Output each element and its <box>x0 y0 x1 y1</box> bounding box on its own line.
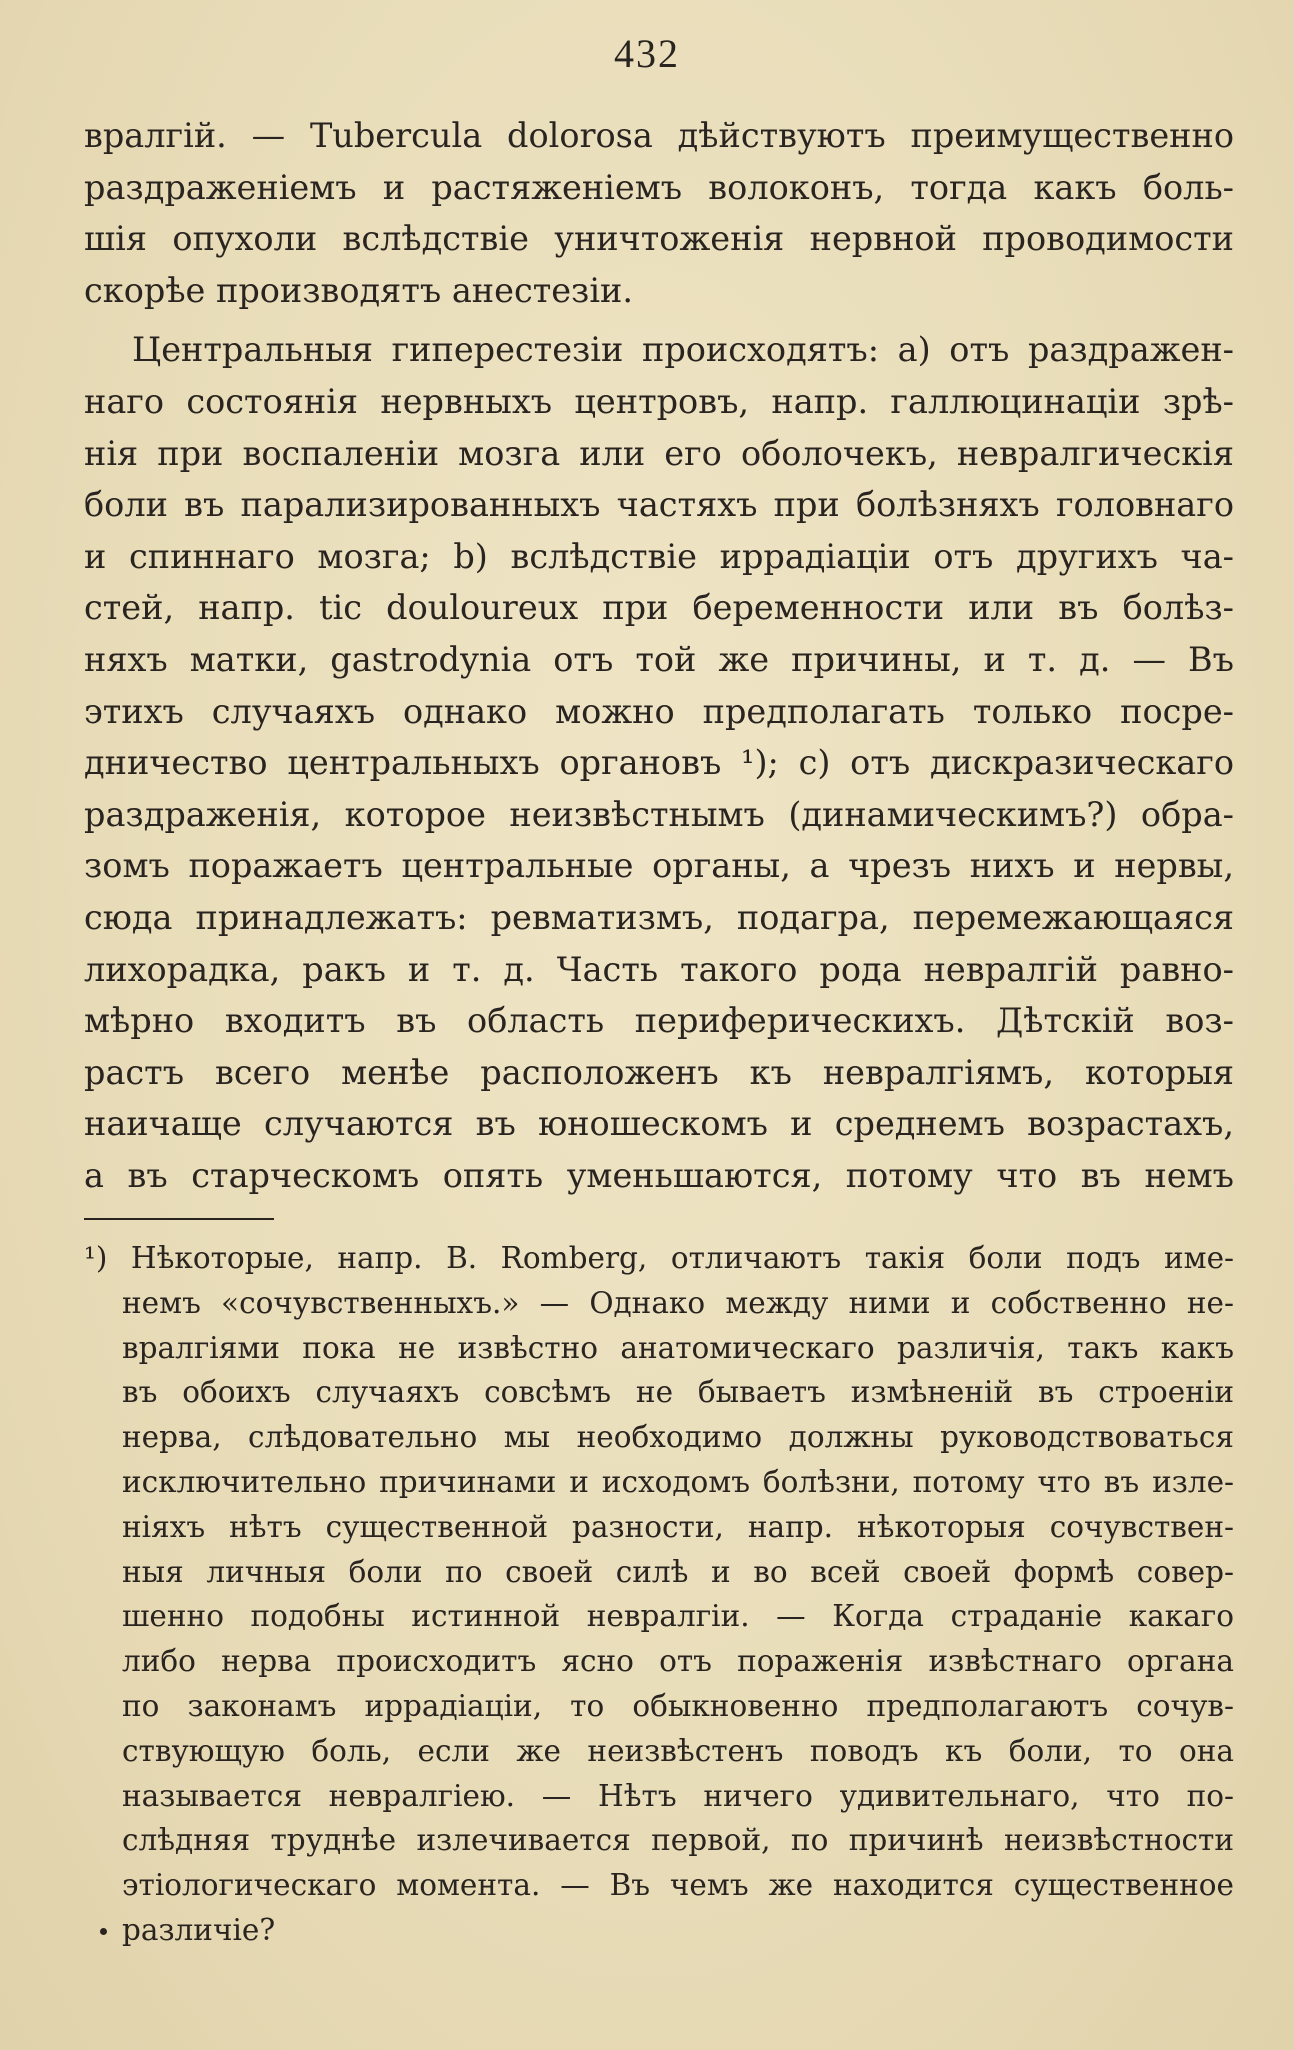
text-line: Центральныя гиперестезіи происходятъ: a) отъ раздражен- <box>132 330 1234 370</box>
page-number: 432 <box>614 31 680 76</box>
footnote-line: либо нерва происходитъ ясно отъ пораженія извѣстнаго органа <box>122 1644 1234 1679</box>
text-line: скорѣе производятъ анестезіи. <box>84 270 634 310</box>
footnote-line: шенно подобны истинной невралгіи. — Когда страданіе какаго <box>122 1599 1234 1634</box>
footnote-line: этіологическаго момента. — Въ чемъ же находится существенное <box>122 1868 1234 1903</box>
footnote-line: немъ «сочувственныхъ.» — Однако между ними и собственно не- <box>122 1285 1234 1320</box>
text-line: раздраженія, которое неизвѣстнымъ (динамическимъ?) обра- <box>84 794 1234 834</box>
text-line: нія при воспаленіи мозга или его оболочекъ, невралгическія <box>84 433 1234 473</box>
text-line: шія опухоли вслѣдствіе уничтоженія нервной проводимости <box>84 219 1234 259</box>
text-line: стей, напр. tic douloureux при беременности или въ болѣз- <box>84 588 1234 628</box>
footnote-line: ¹) Нѣкоторые, напр. B. Romberg, отличаютъ такія боли подъ име- <box>84 1241 1234 1275</box>
paragraph-gap <box>84 316 1234 324</box>
footnote-line: ніяхъ нѣтъ существенной разности, напр. нѣкоторыя сочувствен- <box>122 1509 1234 1544</box>
footnote-divider <box>84 1218 274 1220</box>
text-line: няхъ матки, gastrodynia отъ той же причины, и т. д. — Въ <box>84 639 1234 679</box>
main-text-block <box>84 110 1234 1201</box>
text-line: наго состоянія нервныхъ центровъ, напр. галлюцинаціи зрѣ- <box>84 381 1234 421</box>
text-line: растъ всего менѣе расположенъ къ невралгіямъ, которыя <box>84 1052 1234 1092</box>
footnote-line: ствующую боль, если же неизвѣстенъ поводъ къ боли, то она <box>122 1733 1234 1768</box>
footnote-line: называется невралгіею. — Нѣтъ ничего удивительнаго, что по- <box>122 1778 1234 1813</box>
text-line: раздраженіемъ и растяженіемъ волоконъ, тогда какъ боль- <box>84 167 1234 207</box>
text-line: лихорадка, ракъ и т. д. Часть такого рода невралгій равно- <box>84 949 1234 989</box>
text-line: дничество центральныхъ органовъ ¹); c) отъ дискразическаго <box>84 743 1234 783</box>
footnote-line: различіе? <box>122 1912 276 1947</box>
text-line: и спиннаго мозга; b) вслѣдствіе иррадіаціи отъ другихъ ча- <box>84 536 1234 576</box>
text-line: наичаще случаются въ юношескомъ и среднемъ возрастахъ, <box>84 1104 1234 1144</box>
footnote-line: слѣдняя труднѣе излечивается первой, по причинѣ неизвѣстности <box>122 1823 1234 1858</box>
footnote-line: нерва, слѣдовательно мы необходимо должны руководствоваться <box>122 1420 1234 1455</box>
text-line: а въ старческомъ опять уменьшаются, потому что въ немъ <box>84 1155 1234 1195</box>
text-line: мѣрно входитъ въ область периферическихъ. Дѣтскій воз- <box>84 1001 1234 1041</box>
ink-speck <box>100 1928 107 1935</box>
footnote-line: ныя личныя боли по своей силѣ и во всей своей формѣ совер- <box>122 1554 1234 1589</box>
text-line: этихъ случаяхъ однако можно предполагать только посре- <box>84 691 1234 731</box>
footnote-line: исключительно причинами и исходомъ болѣзни, потому что въ изле- <box>122 1464 1234 1499</box>
text-line: вралгій. — Tubercula dolorosa дѣйствуютъ преимущественно <box>84 116 1234 155</box>
text-line: зомъ поражаетъ центральные органы, а чрезъ нихъ и нервы, <box>84 846 1234 886</box>
footnote-block <box>84 1236 1234 1953</box>
text-line: боли въ парализированныхъ частяхъ при болѣзняхъ головнаго <box>84 485 1234 525</box>
footnote-line: въ обоихъ случаяхъ совсѣмъ не бываетъ измѣненій въ строеніи <box>122 1375 1234 1410</box>
footnote-line: вралгіями пока не извѣстно анатомическаго различія, такъ какъ <box>122 1330 1234 1365</box>
text-line: сюда принадлежатъ: ревматизмъ, подагра, перемежающаяся <box>84 897 1234 937</box>
footnote-line: по законамъ иррадіаціи, то обыкновенно предполагаютъ сочув- <box>122 1688 1234 1723</box>
